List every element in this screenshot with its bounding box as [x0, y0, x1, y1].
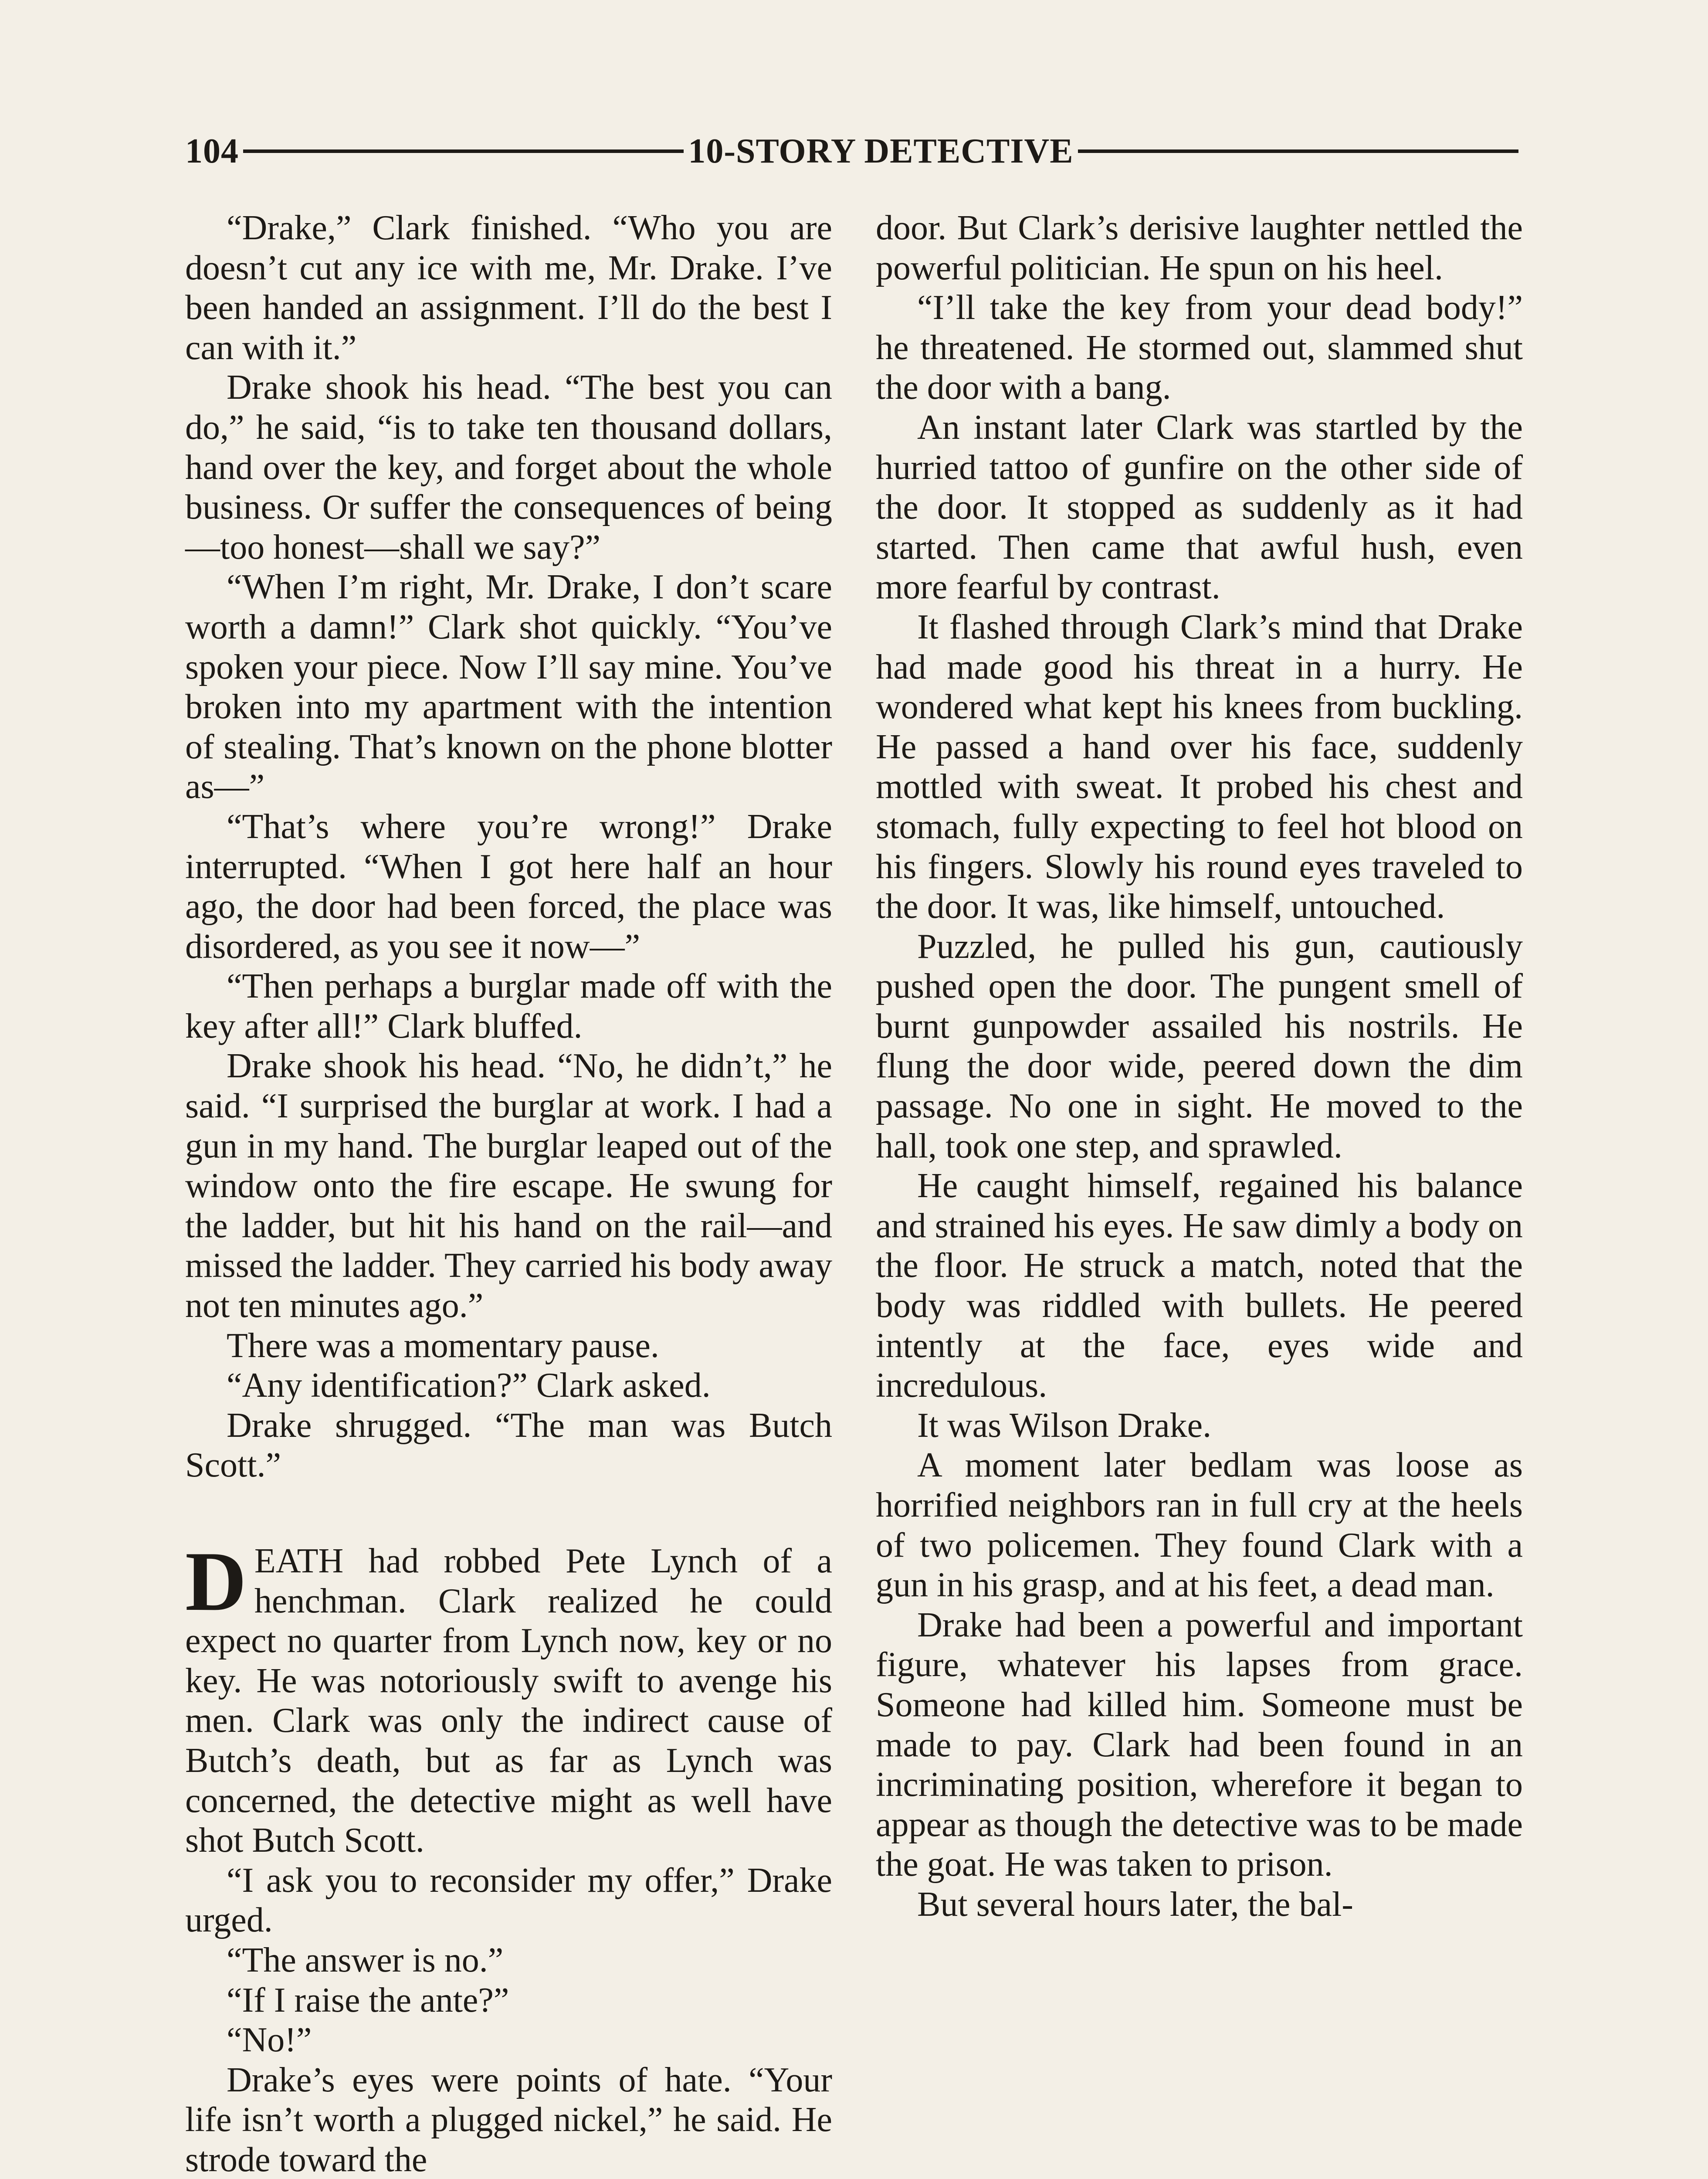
- right-column: [876, 208, 1523, 1925]
- page-number: 104: [185, 132, 239, 170]
- paragraph: Drake’s eyes were points of hate. “Your life isn’t worth a plugged nickel,” he said. He strode toward the: [185, 2060, 832, 2179]
- paragraph: An instant later Clark was startled by the hurried tattoo of gunfire on the other side of the door. It stopped as suddenly as it had started. Then came that awful hush, even more fearful by contrast.: [876, 408, 1523, 607]
- paragraph: “If I raise the ante?”: [227, 1981, 509, 2019]
- paragraph: “Then perhaps a burglar made off with the key after all!” Clark bluffed.: [185, 967, 832, 1045]
- paragraph: “Any identification?” Clark asked.: [227, 1366, 711, 1405]
- paragraph: Drake shook his head. “The best you can do,” he said, “is to take ten thousand dollars, hand over the key, and forget about the whole business. Or suffer the consequences of being—too honest—shall we say?”: [185, 368, 832, 567]
- paragraph: “No!”: [227, 2021, 312, 2060]
- paragraph: “When I’m right, Mr. Drake, I don’t scare worth a damn!” Clark shot quickly. “You’ve spoken your piece. Now I’ll say mine. You’ve broken into my apartment with the intention of stealing. That’s known on the phone blotter as—”: [185, 568, 832, 806]
- running-header: [185, 123, 1523, 180]
- paragraph: Puzzled, he pulled his gun, cautiously pushed open the door. The pungent smell of burnt gunpowder assailed his nostrils. He flung the door wide, peered down the dim passage. No one in sight. He moved to the hall, took one step, and sprawled.: [876, 927, 1523, 1165]
- header-rule-right: [1078, 149, 1518, 153]
- section-break: [185, 1486, 832, 1541]
- paragraph: “That’s where you’re wrong!” Drake interrupted. “When I got here half an hour ago, the door had been forced, the place was disordered, as you see it now—”: [185, 807, 832, 966]
- left-column: [185, 208, 832, 2179]
- paragraph: “I’ll take the key from your dead body!” he threatened. He stormed out, slammed shut the door with a bang.: [876, 288, 1523, 407]
- magazine-title: 10-STORY DETECTIVE: [688, 132, 1074, 170]
- paragraph: It was Wilson Drake.: [917, 1406, 1212, 1445]
- paragraph: “I ask you to reconsider my offer,” Drake urged.: [185, 1861, 832, 1940]
- dropcap-paragraph-text: EATH had robbed Pete Lynch of a henchman. Clark realized he could expect no quarter from Lynch now, key or no key. He was notoriously swift to avenge his men. Clark was only the indirect cause of Butch’s death, but as far as Lynch was concerned, the detective might as well have shot Butch Scott.: [185, 1542, 832, 1860]
- paragraph: “Drake,” Clark finished. “Who you are doesn’t cut any ice with me, Mr. Drake. I’ve been handed an assignment. I’ll do the best I can with it.”: [185, 209, 832, 367]
- paragraph: There was a momentary pause.: [227, 1326, 659, 1365]
- paragraph: A moment later bedlam was loose as horrified neighbors ran in full cry at the heels of two policemen. They found Clark with a gun in his grasp, and at his feet, a dead man.: [876, 1446, 1523, 1605]
- paragraph: It flashed through Clark’s mind that Drake had made good his threat in a hurry. He wondered what kept his knees from buckling. He passed a hand over his face, suddenly mottled with sweat. It probed his chest and stomach, fully expecting to feel hot blood on his fingers. Slowly his round eyes traveled to the door. It was, like himself, untouched.: [876, 608, 1523, 926]
- paragraph: Drake shrugged. “The man was Butch Scott.”: [185, 1406, 832, 1485]
- continuation-paragraph: door. But Clark’s derisive laughter nettled the powerful politician. He spun on his heel.: [876, 209, 1523, 287]
- paragraph: He caught himself, regained his balance and strained his eyes. He saw dimly a body on the floor. He struck a match, noted that the body was riddled with bullets. He peered intently at the face, eyes wide and incredulous.: [876, 1167, 1523, 1405]
- header-rule-left: [243, 149, 684, 153]
- paragraph: Drake had been a powerful and important figure, whatever his lapses from grace. Someone had killed him. Someone must be made to pay. Clark had been found in an incriminating position, wherefore it began to appear as though the detective was to be made the goat. He was taken to prison.: [876, 1605, 1523, 1884]
- dropcap-paragraph: [185, 1534, 832, 1861]
- dropcap-letter: D: [185, 1534, 247, 1629]
- paragraph: “The answer is no.”: [227, 1941, 504, 1979]
- paragraph: Drake shook his head. “No, he didn’t,” he said. “I surprised the burglar at work. I had a gun in my hand. The burglar leaped out of the window onto the fire escape. He swung for the ladder, but hit his hand on the rail—and missed the ladder. They carried his body away not ten minutes ago.”: [185, 1047, 832, 1325]
- paragraph: But several hours later, the bal-: [917, 1885, 1353, 1924]
